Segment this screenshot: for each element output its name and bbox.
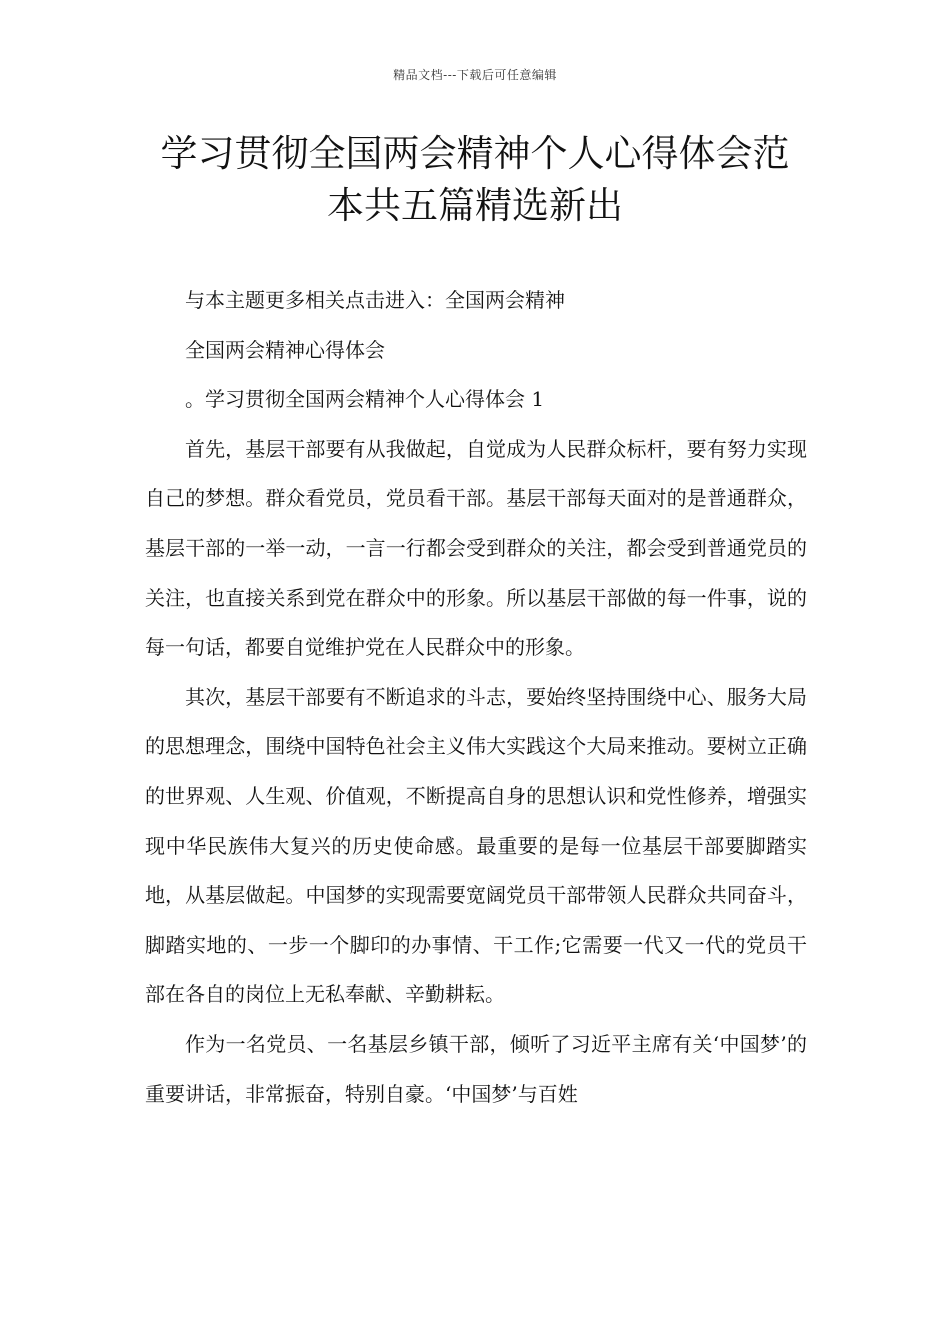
- body-paragraph: 作为一名党员、一名基层乡镇干部，倾听了习近平主席有关‘中国梦’的重要讲话，非常振奋，特别自豪。‘中国梦’与百姓: [145, 1031, 807, 1106]
- body-paragraph: 首先，基层干部要有从我做起，自觉成为人民群众标杆，要有努力实现自己的梦想。群众看党员，党员看干部。基层干部每天面对的是普通群众，基层干部的一举一动，一言一行都会受到群众的关注，都会受到普通党员的关注，也直接关系到党在群众中的形象。所以基层干部做的每一件事，说的每一句话，都要自觉维护党在人民群众中的形象。: [145, 436, 807, 660]
- subsection-heading: 。学习贯彻全国两会精神个人心得体会 1: [185, 387, 545, 412]
- related-topic-link[interactable]: 与本主题更多相关点击进入：全国两会精神: [185, 288, 565, 312]
- body-paragraph: 其次，基层干部要有不断追求的斗志，要始终坚持围绕中心、服务大局的思想理念，围绕中国特色社会主义伟大实践这个大局来推动。要树立正确的世界观、人生观、价值观，不断提高自身的思想认识和党性修养，增强实现中华民族伟大复兴的历史使命感。最重要的是每一位基层干部要脚踏实地，从基层做起。中国梦的实现需要宽阔党员干部带领人民群众共同奋斗，脚踏实地的、一步一个脚印的办事情、干工作;它需要一代又一代的党员干部在各自的岗位上无私奉献、辛勤耕耘。: [145, 684, 807, 1007]
- page-header: 精品文档---下载后可任意编辑: [393, 68, 557, 82]
- section-heading: 全国两会精神心得体会: [185, 337, 385, 362]
- title-line-1: 学习贯彻全国两会精神个人心得体会范: [160, 132, 790, 175]
- document-body: [145, 276, 807, 1119]
- title-line-2: 本共五篇精选新出: [327, 184, 623, 227]
- document-title: [120, 128, 830, 232]
